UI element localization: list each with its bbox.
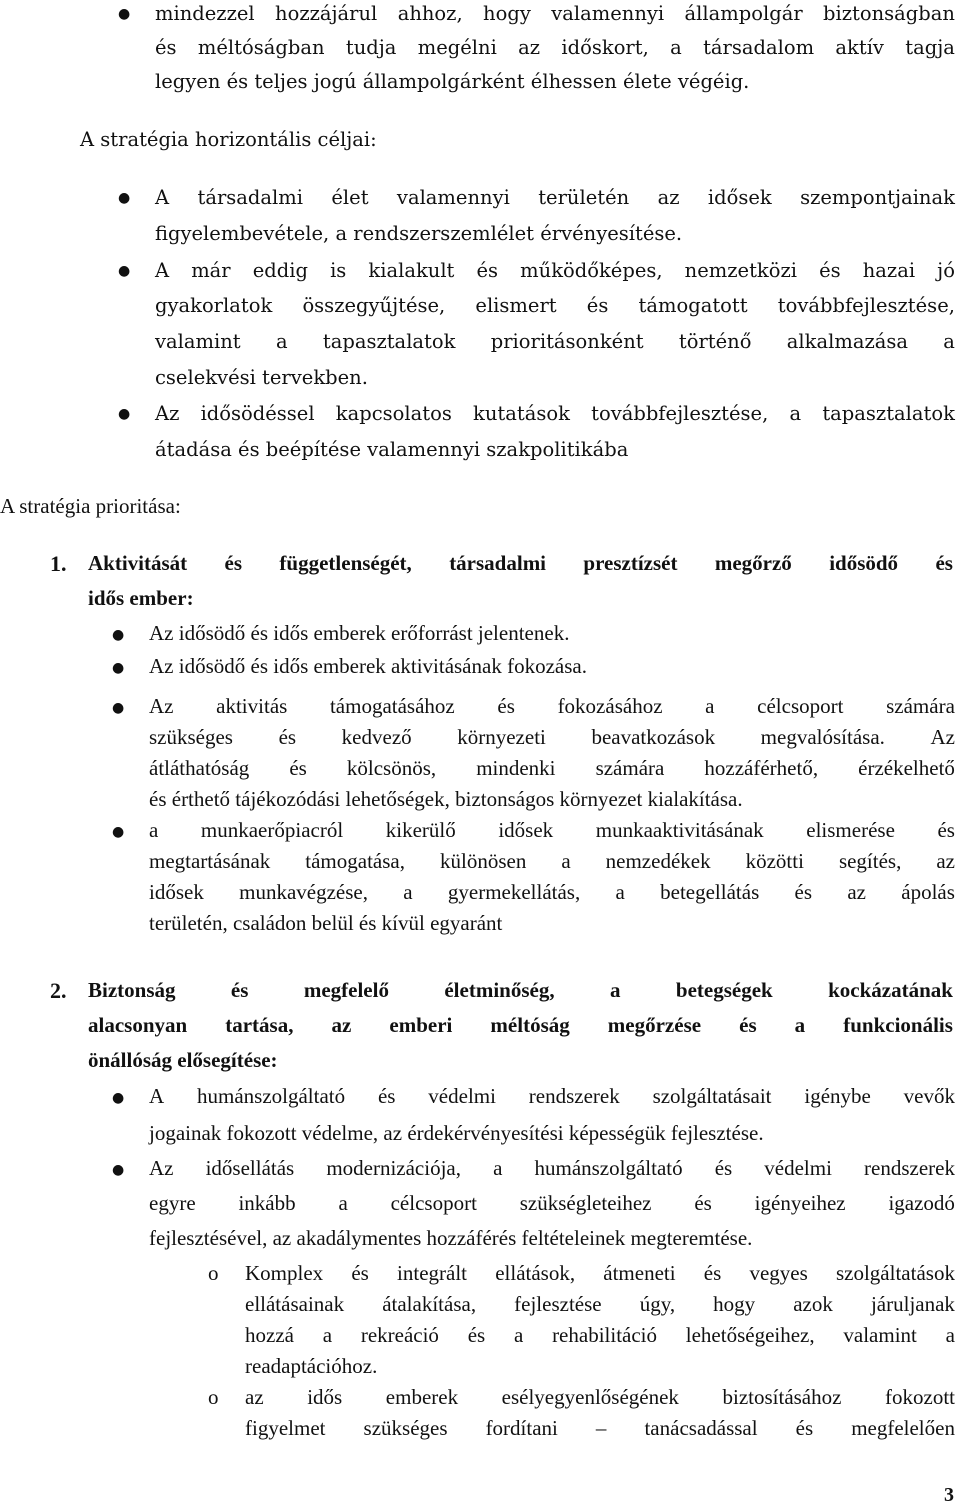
word: az — [518, 36, 541, 59]
word: a — [561, 849, 571, 873]
list-item-line — [149, 1084, 955, 1109]
word: A — [149, 1084, 165, 1108]
list-item-line: cselekvési tervekben. — [155, 366, 368, 389]
word: megőrzése — [607, 1013, 702, 1037]
word: és — [230, 978, 249, 1002]
word: és — [467, 1323, 486, 1347]
word: emberek — [385, 1385, 459, 1409]
word: nemzetközi — [684, 259, 797, 282]
word: területén — [538, 186, 630, 209]
bullet-icon: ● — [118, 6, 131, 22]
word: a — [338, 1191, 348, 1215]
sub-bullet-icon: o — [208, 1385, 219, 1409]
word: A — [155, 259, 170, 282]
word: és — [935, 551, 953, 575]
word: idősödéssel — [200, 402, 315, 425]
list-item-line — [155, 294, 955, 317]
word: és — [377, 1084, 396, 1108]
priority-title-line — [88, 551, 953, 576]
word: átmeneti — [603, 1261, 676, 1285]
word: a — [403, 880, 413, 904]
word: rendszerek — [528, 1084, 620, 1108]
word: elismert — [475, 294, 557, 317]
word: munkavégzése, — [239, 880, 368, 904]
list-item-line — [149, 756, 955, 781]
word: és — [703, 1261, 722, 1285]
word: idős — [307, 1385, 343, 1409]
bullet-icon: ● — [112, 1090, 125, 1106]
word: úgy, — [639, 1292, 676, 1316]
word: – — [595, 1416, 607, 1440]
word: segítés, — [838, 849, 902, 873]
word: célcsoport — [390, 1191, 477, 1215]
word: összegyűjtése, — [302, 294, 446, 317]
word: már — [191, 259, 231, 282]
word: továbbfejlesztése, — [591, 402, 769, 425]
word: az — [847, 880, 866, 904]
word: rekreáció — [360, 1323, 439, 1347]
word: fokozásához — [557, 694, 663, 718]
word: aktív — [835, 36, 884, 59]
word: a — [945, 1323, 955, 1347]
word: hozzájárul — [275, 2, 378, 25]
section-heading: A stratégia prioritása: — [0, 494, 181, 518]
bullet-icon: ● — [112, 824, 125, 840]
word: integrált — [397, 1261, 468, 1285]
word: idősek — [498, 818, 554, 842]
word: emberi — [389, 1013, 453, 1037]
section-heading: A stratégia horizontális céljai: — [80, 128, 377, 151]
word: társadalmi — [197, 186, 303, 209]
word: kialakult — [368, 259, 455, 282]
bullet-icon: ● — [112, 1162, 125, 1178]
word: aktivitás — [216, 694, 288, 718]
word: a — [149, 818, 159, 842]
word: munkaerőpiacról — [200, 818, 344, 842]
word: továbbfejlesztése, — [777, 294, 955, 317]
list-item-line: Az idősödő és idős emberek aktivitásának fokozása. — [149, 654, 587, 678]
word: és — [819, 259, 841, 282]
word: átláthatóság — [149, 756, 250, 780]
word: a — [493, 1156, 503, 1180]
word: funkcionális — [843, 1013, 953, 1037]
word: hazai — [862, 259, 916, 282]
list-item-line — [155, 186, 955, 209]
word: az — [936, 849, 955, 873]
word: környezeti — [457, 725, 546, 749]
word: és — [497, 694, 515, 718]
word: kutatások — [473, 402, 570, 425]
word: betegellátás — [660, 880, 760, 904]
priority-title-line — [88, 1013, 953, 1038]
word: igazodó — [888, 1191, 955, 1215]
priority-number: 2. — [50, 978, 67, 1003]
word: a — [275, 330, 288, 353]
word: rendszerek — [864, 1156, 955, 1180]
word: alkalmazása — [786, 330, 908, 353]
sub-list-item-line — [245, 1261, 955, 1286]
word: Aktivitását — [88, 551, 188, 575]
bullet-icon: ● — [118, 263, 131, 279]
word: valamint — [155, 330, 241, 353]
word: közötti — [745, 849, 804, 873]
word: fokozott — [885, 1385, 955, 1409]
list-item-line — [149, 725, 955, 750]
list-item-line — [155, 259, 955, 282]
word: a — [794, 1013, 806, 1037]
word: a — [943, 330, 955, 353]
word: hozzáférhető, — [704, 756, 819, 780]
word: vevők — [903, 1084, 955, 1108]
word: gyakorlatok — [155, 294, 273, 317]
word: esélyegyenlőségének — [501, 1385, 679, 1409]
word: valamennyi — [396, 186, 510, 209]
list-item-line — [149, 880, 955, 905]
bullet-icon: ● — [118, 406, 131, 422]
bullet-icon: ● — [112, 660, 125, 676]
word: nemzedékek — [605, 849, 711, 873]
word: életminőség, — [444, 978, 555, 1002]
list-item-line — [149, 1191, 955, 1216]
word: szükséges — [363, 1416, 448, 1440]
list-item-line — [155, 330, 955, 353]
word: számára — [886, 694, 955, 718]
list-item-line — [149, 1156, 955, 1181]
word: fejlesztése — [514, 1292, 602, 1316]
word: az — [331, 1013, 352, 1037]
word: tapasztalatok — [822, 402, 955, 425]
word: járuljanak — [870, 1292, 955, 1316]
word: és — [739, 1013, 757, 1037]
word: és — [476, 259, 499, 282]
word: jó — [937, 259, 955, 282]
word: gyermekellátás, — [447, 880, 581, 904]
word: idősek — [707, 186, 772, 209]
word: megfelelően — [851, 1416, 955, 1440]
word: történő — [678, 330, 752, 353]
list-item-line: területén, családon belül és kívül egyaránt — [149, 911, 503, 935]
word: a — [322, 1323, 333, 1347]
word: az — [657, 186, 680, 209]
word: biztosításához — [722, 1385, 842, 1409]
word: presztízsét — [583, 551, 678, 575]
priority-title-line: önállóság elősegítése: — [88, 1048, 278, 1072]
word: biztonságban — [823, 2, 955, 25]
word: megfelelő — [303, 978, 389, 1002]
word: lehetőségeihez, — [685, 1323, 815, 1347]
list-item-line — [149, 849, 955, 874]
word: Komplex — [245, 1261, 324, 1285]
word: tanácsadással — [644, 1416, 758, 1440]
word: szempontjainak — [800, 186, 955, 209]
word: megvalósítása. — [760, 725, 885, 749]
word: inkább — [238, 1191, 296, 1215]
word: és — [794, 880, 813, 904]
word: célcsoport — [757, 694, 844, 718]
word: támogatott — [638, 294, 748, 317]
word: megtartásának — [149, 849, 271, 873]
page-number: 3 — [944, 1484, 954, 1506]
word: tagja — [905, 36, 955, 59]
word: tartása, — [225, 1013, 294, 1037]
word: szükséges — [149, 725, 233, 749]
list-item-line — [155, 36, 955, 59]
sub-list-item-line — [245, 1292, 955, 1317]
word: szolgáltatásait — [652, 1084, 772, 1108]
word: fordítani — [485, 1416, 558, 1440]
word: rehabilitáció — [552, 1323, 658, 1347]
word: és — [714, 1156, 733, 1180]
word: vegyes — [749, 1261, 808, 1285]
priority-title-line — [88, 978, 953, 1003]
word: kikerülő — [385, 818, 456, 842]
word: és — [289, 756, 307, 780]
word: tapasztalatok — [322, 330, 456, 353]
word: ellátásainak — [245, 1292, 345, 1316]
word: társadalmi — [449, 551, 547, 575]
word: Az — [149, 694, 174, 718]
list-item-line: Az idősödő és idős emberek erőforrást jelentenek. — [149, 621, 570, 645]
word: érzékelhető — [858, 756, 955, 780]
word: támogatásához — [329, 694, 455, 718]
word: mindenki — [476, 756, 556, 780]
list-item-line: legyen és teljes jogú állampolgárként élhessen élete végéig. — [155, 70, 750, 93]
list-item-line: jogainak fokozott védelme, az érdekérvényesítési képességük fejlesztése. — [149, 1121, 764, 1145]
word: társadalom — [703, 36, 815, 59]
word: idősek — [149, 880, 204, 904]
word: kapcsolatos — [335, 402, 452, 425]
word: igénybe — [804, 1084, 871, 1108]
word: és — [351, 1261, 369, 1285]
word: az — [245, 1385, 264, 1409]
word: alacsonyan — [88, 1013, 188, 1037]
word: igényeihez — [754, 1191, 846, 1215]
word: a — [670, 36, 682, 59]
word: munkaaktivitásának — [595, 818, 764, 842]
word: egyre — [149, 1191, 196, 1215]
word: és — [694, 1191, 712, 1215]
list-item-line — [155, 2, 955, 25]
word: elismerése — [806, 818, 895, 842]
word: hogy — [713, 1292, 756, 1316]
word: átalakítása, — [382, 1292, 477, 1316]
word: humánszolgáltató — [197, 1084, 346, 1108]
list-item-line: figyelembevétele, a rendszerszemlélet érvényesítése. — [155, 222, 683, 245]
word: humánszolgáltató — [534, 1156, 683, 1180]
list-item-line — [155, 402, 955, 425]
word: Biztonság — [88, 978, 176, 1002]
word: A — [155, 186, 170, 209]
sub-list-item-line: readaptációhoz. — [245, 1354, 378, 1378]
word: idősödő — [829, 551, 899, 575]
word: a — [789, 402, 802, 425]
word: ápolás — [901, 880, 955, 904]
word: állampolgár — [684, 2, 803, 25]
word: betegségek — [675, 978, 773, 1002]
word: ahhoz, — [397, 2, 463, 25]
word: idősellátás — [205, 1156, 295, 1180]
word: és — [278, 725, 297, 749]
word: kölcsönös, — [346, 756, 437, 780]
list-item-line — [149, 694, 955, 719]
word: mindezzel — [155, 2, 255, 25]
word: prioritásonként — [490, 330, 644, 353]
word: időskort, — [561, 36, 649, 59]
word: és — [937, 818, 955, 842]
word: megélni — [417, 36, 497, 59]
word: azok — [793, 1292, 833, 1316]
bullet-icon: ● — [112, 700, 125, 716]
word: támogatása, — [305, 849, 405, 873]
sub-list-item-line — [245, 1385, 955, 1410]
word: és — [586, 294, 609, 317]
word: tudja — [345, 36, 397, 59]
word: a — [610, 978, 621, 1002]
word: kockázatának — [828, 978, 953, 1002]
word: élet — [331, 186, 369, 209]
sub-bullet-icon: o — [208, 1261, 219, 1285]
word: kedvező — [341, 725, 412, 749]
bullet-icon: ● — [112, 627, 125, 643]
word: védelmi — [764, 1156, 832, 1180]
word: függetlenségét, — [279, 551, 412, 575]
list-item-line: és érthető tájékozódási lehetőségek, biztonságos környezet kialakítása. — [149, 787, 743, 811]
list-item-line: átadása és beépítése valamennyi szakpolitikába — [155, 438, 629, 461]
word: a — [513, 1323, 524, 1347]
word: valamennyi — [551, 2, 665, 25]
word: különösen — [440, 849, 527, 873]
word: a — [615, 880, 625, 904]
word: szolgáltatások — [835, 1261, 955, 1285]
list-item-line: fejlesztésével, az akadálymentes hozzáférés feltételeinek megteremtése. — [149, 1226, 753, 1250]
priority-title-line: idős ember: — [88, 586, 194, 610]
word: megőrző — [714, 551, 792, 575]
list-item-line — [149, 818, 955, 843]
word: modernizációja, — [326, 1156, 461, 1180]
word: Az — [155, 402, 180, 425]
bullet-icon: ● — [118, 190, 131, 206]
word: működőképes, — [520, 259, 663, 282]
word: hozzá — [245, 1323, 294, 1347]
word: és — [795, 1416, 814, 1440]
word: figyelmet — [245, 1416, 326, 1440]
word: méltóságban — [197, 36, 325, 59]
word: és — [224, 551, 243, 575]
word: és — [155, 36, 177, 59]
word: a — [705, 694, 715, 718]
word: is — [330, 259, 347, 282]
word: eddig — [252, 259, 308, 282]
word: ellátások, — [495, 1261, 576, 1285]
word: Az — [149, 1156, 174, 1180]
sub-list-item-line — [245, 1416, 955, 1441]
word: Az — [930, 725, 955, 749]
sub-list-item-line — [245, 1323, 955, 1348]
word: hogy — [483, 2, 531, 25]
word: beavatkozások — [591, 725, 716, 749]
priority-number: 1. — [50, 551, 67, 576]
word: védelmi — [428, 1084, 496, 1108]
word: méltóság — [490, 1013, 570, 1037]
word: valamint — [843, 1323, 917, 1347]
word: számára — [595, 756, 665, 780]
word: szükségleteihez — [519, 1191, 652, 1215]
